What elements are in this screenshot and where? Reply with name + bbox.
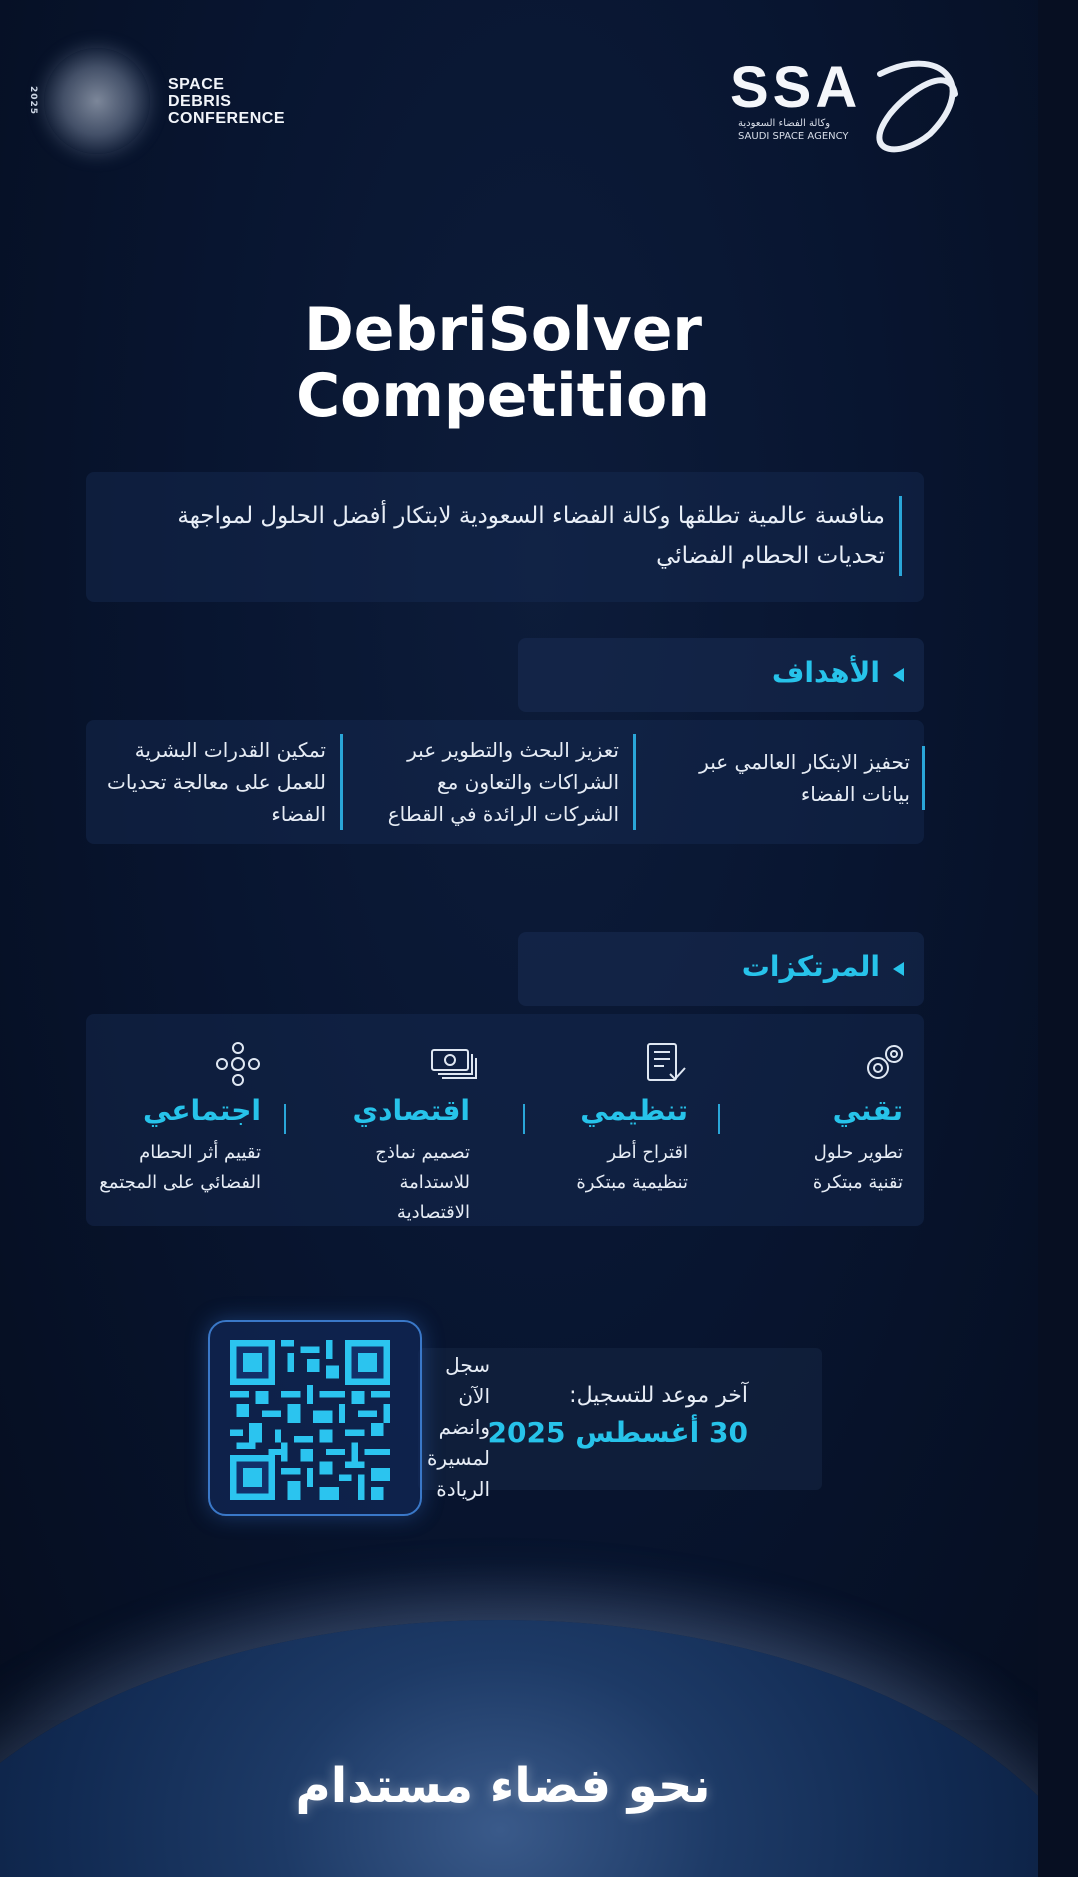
intro-panel: [86, 472, 924, 602]
agency-abbr: SSA: [730, 55, 862, 120]
conference-year: 2025: [28, 86, 38, 116]
goals-heading-panel: [518, 638, 924, 712]
triangle-left-icon: [893, 668, 904, 682]
pillar-title-regulatory: تنظيمي: [580, 1094, 688, 1127]
gears-icon: [858, 1038, 910, 1090]
pillar-desc-regulatory: اقتراح أطر تنظيمية مبتكرة: [576, 1142, 688, 1193]
goals-heading: الأهداف: [771, 656, 880, 689]
money-icon: [428, 1038, 480, 1090]
debris-globe-icon: [44, 48, 150, 154]
intro-text: منافسة عالمية تطلقها وكالة الفضاء السعودية لابتكار أفضل الحلول لمواجهة تحديات الحطام الفضائي: [102, 496, 902, 576]
join-text: سجل الآن وانضم لمسيرة الريادة: [426, 1353, 490, 1501]
people-network-icon: [212, 1038, 264, 1090]
saudi-space-agency-logo: [730, 54, 970, 154]
qr-code-icon[interactable]: [230, 1340, 390, 1500]
triangle-left-icon: [893, 962, 904, 976]
pillar-separator: [284, 1104, 286, 1134]
goal-item-1: تحفيز الابتكار العالمي عبر بيانات الفضاء: [685, 746, 925, 810]
side-strip: [1038, 0, 1078, 1877]
pillar-desc-technical: تطوير حلول تقنية مبتكرة: [812, 1142, 903, 1193]
goal-item-3: تمكين القدرات البشرية للعمل على معالجة تحديات الفضاء: [81, 734, 343, 830]
document-check-icon: [640, 1038, 692, 1090]
title-line-2: Competition: [296, 361, 710, 431]
pillar-desc-social: تقييم أثر الحطام الفضائي على المجتمع: [99, 1142, 261, 1193]
agency-name-en: SAUDI SPACE AGENCY: [738, 131, 849, 142]
deadline-label: آخر موعد للتسجيل:: [569, 1383, 748, 1408]
slogan: نحو فضاء مستدام: [295, 1758, 711, 1814]
qr-card[interactable]: [208, 1320, 422, 1516]
agency-name-ar: وكالة الفضاء السعودية: [738, 118, 831, 129]
pillar-title-technical: تقني: [832, 1094, 903, 1127]
pillar-desc-economic: تصميم نماذج للاستدامة الاقتصادية: [375, 1142, 470, 1223]
pillar-title-economic: اقتصادي: [352, 1094, 470, 1127]
goal-item-2: تعزيز البحث والتطوير عبر الشراكات والتعاون مع الشركات الرائدة في القطاع: [374, 734, 636, 830]
title-line-1: DebriSolver: [304, 295, 702, 365]
conference-logo: [28, 48, 285, 154]
pillars-heading-panel: [518, 932, 924, 1006]
pillar-separator: [718, 1104, 720, 1134]
deadline-date: 30 أغسطس 2025: [487, 1416, 748, 1449]
pillars-heading: المرتكزات: [741, 950, 880, 983]
pillar-separator: [523, 1104, 525, 1134]
conference-name: SPACE DEBRIS CONFERENCE: [168, 75, 286, 127]
pillar-title-social: اجتماعي: [143, 1094, 261, 1127]
